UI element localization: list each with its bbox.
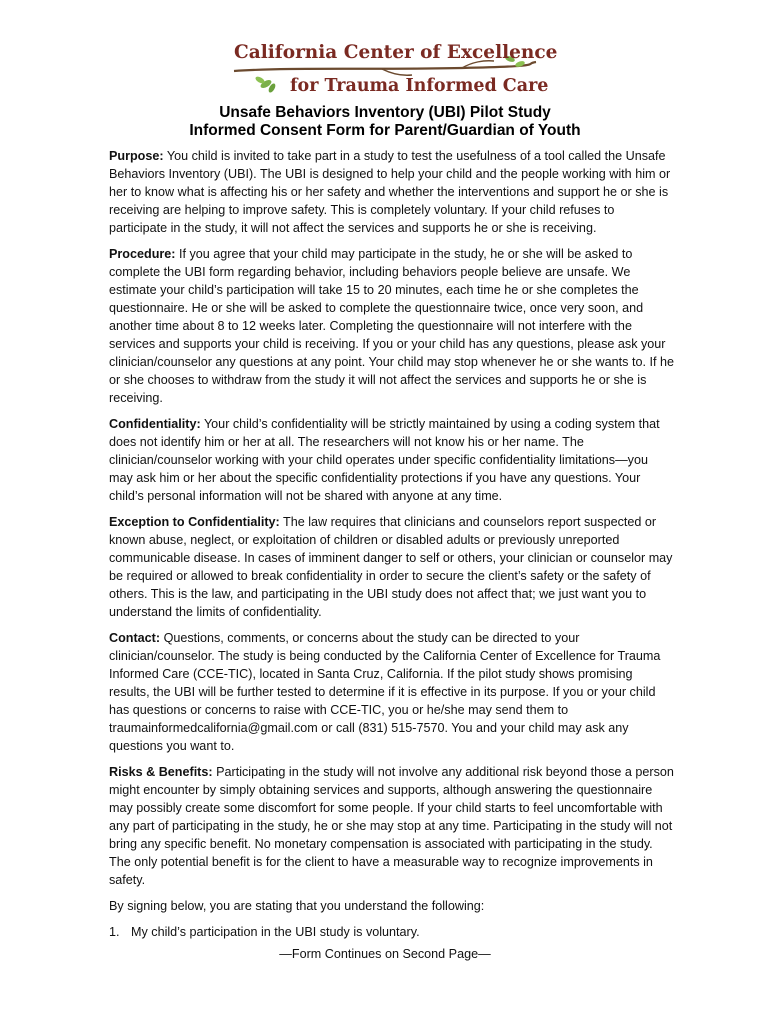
purpose-text: You child is invited to take part in a study to test the usefulness of a tool called the Unsafe Behaviors Inventory (UBI). The UBI is designed to help your child and the people working with him or her to know what is affecting his or her safety and whether the interventions and support he or she is receiving are helping to improve safety. This is completely voluntary. If your child refuses to participate in the study, it will not affect the services and supports he or she is receiving. xyxy=(109,149,671,235)
risks-text: Participating in the study will not involve any additional risk beyond those a person might encounter by simply obtaining services and supports, although answering the questionnaire may possibly create some discomfort for some people. If your child starts to feel uncomfortable with any part of participating in the study, he or she may stop at any time. Participating in the study will not bring any specific benefit. No monetary compensation is associated with participating in the study. The only potential benefit is for the client to have a measurable way to recognize improvements in safety. xyxy=(109,765,674,887)
list-item-number: 1. xyxy=(109,925,120,939)
continuation-note: —Form Continues on Second Page— xyxy=(279,947,491,961)
list-item-text: My child’s participation in the UBI study is voluntary. xyxy=(131,925,420,939)
procedure-heading: Procedure: xyxy=(109,247,176,261)
confidentiality-heading: Confidentiality: xyxy=(109,417,201,431)
form-body xyxy=(109,147,674,947)
cce-tic-logo xyxy=(232,40,558,102)
signing-intro: By signing below, you are stating that you understand the following: xyxy=(109,899,485,913)
exception-section xyxy=(109,513,674,621)
contact-section xyxy=(109,629,674,755)
exception-text: The law requires that clinicians and counselors report suspected or known abuse, neglect, or exploitation of children or disabled adults or previously unreported communicable disease. In cases of imminent danger to self or others, your clinician or counselor may be required or allowed to break confidentiality in order to secure the client’s safety or the safety of others. This is the law, and participating in the UBI study does not affect that; we just want you to understand the limits of confidentiality. xyxy=(109,515,673,619)
purpose-heading: Purpose: xyxy=(109,149,164,163)
contact-text: Questions, comments, or concerns about the study can be directed to your clinician/counselor. The study is being conducted by the California Center of Excellence for Trauma Informed Care (CCE-TIC), located in Santa Cruz, California. If the pilot study shows promising results, the UBI will be further tested to determine if it is effective in its purpose. If you or your child has questions or concerns to raise with CCE-TIC, you or he/she may send them to traumainformedcalifornia@gmail.com or call (831) 515-7570. You and your child may ask any questions you want to. xyxy=(109,631,661,753)
confidentiality-text: Your child’s confidentiality will be strictly maintained by using a coding system that does not identify him or her at all. The researchers will not know his or her name. The clinician/counselor working with your child operates under specific confidentiality limitations—you may ask him or her about the specific confidentiality protections if you have any questions. Your child’s personal information will not be shared with anyone at any time. xyxy=(109,417,660,503)
confidentiality-section xyxy=(109,415,674,505)
procedure-text: If you agree that your child may participate in the study, he or she will be asked to complete the UBI form regarding behavior, including behaviors people believe are unsafe. We estimate your child’s participation will take 15 to 20 minutes, each time he or she completes the questionnaire. He or she will be asked to complete the questionnaire twice, once very soon, and another time about 8 to 12 weeks later. Completing the questionnaire will not interfere with the services and supports your child is receiving. If you or your child has any questions, please ask your clinician/counselor any questions at any point. Your child may stop whenever he or she wants to. If he or she chooses to withdraw from the study it will not affect the services and supports he or she is receiving. xyxy=(109,247,674,405)
purpose-section xyxy=(109,147,674,237)
logo-line-2: for Trauma Informed Care xyxy=(290,76,549,96)
logo-line-1: California Center of Excellence xyxy=(234,42,558,63)
risks-section xyxy=(109,763,674,889)
list-item xyxy=(109,923,674,941)
risks-heading: Risks & Benefits: xyxy=(109,765,213,779)
contact-heading: Contact: xyxy=(109,631,161,645)
form-subtitle: Informed Consent Form for Parent/Guardian of Youth xyxy=(189,122,581,139)
exception-heading: Exception to Confidentiality: xyxy=(109,515,280,529)
form-title: Unsafe Behaviors Inventory (UBI) Pilot Study xyxy=(219,104,551,121)
procedure-section xyxy=(109,245,674,407)
